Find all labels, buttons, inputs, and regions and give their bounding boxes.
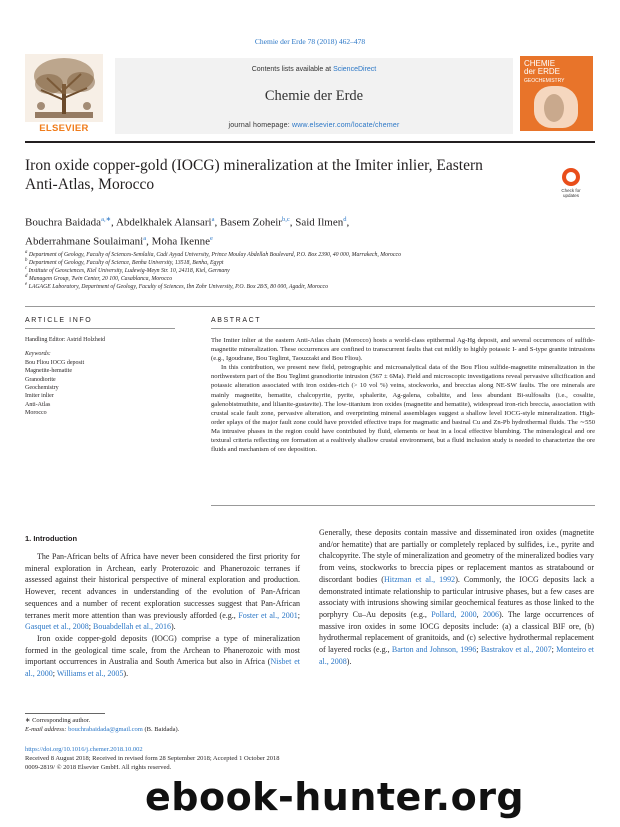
citation-link[interactable]: Bouabdellah et al., 2016 bbox=[93, 622, 171, 632]
abstract-paragraph: In this contribution, we present new field, petrographic and microanalytical data of the Bou Fliou sulfide-magnetite mineralization in the northwestern part of the Bou Teglimt granodiorite intrusion (567 ± 6Ma). Field and microscopic investigations reveal pervasive silicification and potassic alteration associated with iron oxides-rich (> 10 vol %) veins, stockworks, and breccias along NE-SW faults. The ore minerals are mainly magnetite, hematite, chalcopyrite, pyrite, sphalerite, Ag-galena, cobaltite, and less abundant Bi-sulfosalts (i.e., cosalite, galenobistmuthite, and lilianite-gustavite). The low-titanium iron oxides (magnetite and hematite), widespread iron-rich breccia, association with crustal scale fault zone, pervasive alteration, and overprinting mineral assemblages suggest a shallow level IOCG-style mineralization. High-order splays of the major fault zone could have provided effective traps for magmatic and basinal Cu and Zn-Pb hydrothermal fluids. The ∼550 Ma intrusive phases in the region could have contributed by fluid, elements or heat in a local effective blumbing. The mineralogical and ore textural criteria reflecting ore formation at a realtively shallow crustal environment, but a fluid inclusion study is needed to characterize the ore fluids and mechanism of ore deposition. bbox=[211, 364, 595, 454]
body-text: ). The large occurrences of massive iron oxides in some IOCG deposits include: (a) a classical BIF ore, (b) hydrothermal replacement of granitoids, and (c) selective hydrothermal replacement of layered rocks (e.g., bbox=[319, 609, 595, 655]
journal-name: Chemie der Erde bbox=[264, 88, 364, 104]
body-text: ; bbox=[88, 622, 93, 632]
elsevier-tree-logo bbox=[25, 54, 103, 134]
citation-link[interactable]: Pollard, 2000 bbox=[431, 609, 477, 619]
article-info-heading: ARTICLE INFO bbox=[25, 317, 93, 324]
abstract-paragraph: The Imiter inlier at the eastern Anti-Atlas chain (Morocco) hosts a world-class epithermal Ag-Hg deposit, and several occurrences of sulfide-magnetite mineralization. These occurrences are confined to transcurrent faults that cut mildly to highly potassic I- and S-type granite intrusions (e.g., Igoudrane, Bou Teglimt, Taouzzakt and Bou Fliou). bbox=[211, 337, 595, 363]
affiliation-sup: d bbox=[25, 274, 28, 279]
footnote-rule bbox=[25, 713, 105, 714]
citation-link[interactable]: Foster et al., 2001 bbox=[238, 610, 298, 620]
handling-editor: Handling Editor: Astrid Holzheid bbox=[25, 337, 106, 343]
author-name: Bouchra Baidada bbox=[25, 216, 102, 229]
corresponding-author-note: ∗ Corresponding author. bbox=[25, 717, 91, 724]
affiliation-text: Department of Geology, Faculty of Science, Benha University, 13518, Benha, Egypt bbox=[28, 259, 224, 266]
body-text: The Pan-African belts of Africa have never been considered the first priority for mineral exploration in Archean, early Proterozoic and Phanerozoic terranes if assessed against their historical perspective of mineral exploration and production. However, recent advances in understanding of the evolution of Pan-African sequences and a number of recent exploration successes suggest that Pan-African terranes merit more attention than was previously afforded (e.g., bbox=[25, 552, 300, 620]
article-info-rule bbox=[25, 328, 175, 329]
article-info-panel bbox=[25, 336, 185, 418]
citation-link[interactable]: Barton and Johnson, 1996 bbox=[391, 645, 477, 655]
cover-title-1: CHEMIE bbox=[524, 59, 556, 68]
affiliation-sup: c bbox=[25, 266, 28, 271]
author-affiliation-sup[interactable]: e bbox=[209, 234, 213, 242]
article-title: Iron oxide copper-gold (IOCG) mineralization at the Imiter inlier, Eastern Anti-Atlas, Morocco bbox=[25, 157, 483, 193]
author-separator: , bbox=[289, 216, 296, 229]
received-dates: Received 8 August 2018; Received in revised form 28 September 2018; Accepted 1 October 2018 bbox=[25, 755, 280, 762]
left-column bbox=[25, 551, 300, 680]
header-rule bbox=[25, 141, 595, 143]
author-list bbox=[25, 212, 585, 249]
body-paragraph bbox=[25, 633, 300, 680]
body-text: Generally, these deposits contain massive and disseminated iron oxides (magnetite and/or hematite) that are partially or completely replaced by sulfides, i.e., pyrite and chalcopyrite. The style of mineralization and geometry of the mineralized bodies vary from veins, stockworks to breccia pipes or replacement mantos as stratabound or discordant bodies ( bbox=[319, 528, 594, 584]
affiliation-sup: b bbox=[25, 258, 28, 263]
email-suffix: (B. Baidada). bbox=[142, 726, 180, 733]
contents-prefix: Contents lists available at bbox=[251, 66, 334, 73]
body-text: ). bbox=[123, 669, 129, 679]
affiliation-text: Institute of Geosciences, Kiel University, Ludewig-Meyn Str. 10, 24118, Kiel, Germany bbox=[28, 267, 230, 274]
author-affiliation-sup[interactable]: a bbox=[211, 216, 215, 223]
journal-cover-image bbox=[520, 56, 593, 131]
body-text: ; bbox=[52, 669, 57, 679]
citation-link[interactable]: Williams et al., 2005 bbox=[56, 669, 124, 679]
copyright-line: 0009-2819/ © 2018 Elsevier GmbH. All rights reserved. bbox=[25, 764, 172, 771]
keyword: Geochemistry bbox=[25, 385, 59, 392]
footnote bbox=[25, 716, 325, 734]
body-text: ; bbox=[297, 610, 301, 620]
contents-line bbox=[115, 66, 513, 73]
author-affiliation-sup[interactable]: a bbox=[143, 234, 147, 242]
citation-link[interactable]: 2006 bbox=[483, 609, 500, 619]
body-text: , bbox=[476, 609, 484, 619]
keyword: Magnetite-hematite bbox=[25, 368, 72, 375]
email-line bbox=[25, 725, 325, 734]
author-name: Moha Ikenne bbox=[151, 235, 210, 248]
body-text: ). bbox=[170, 622, 176, 632]
section-heading-introduction: 1. Introduction bbox=[25, 534, 78, 543]
email-link[interactable]: bouchrabaidada@gmail.com bbox=[68, 726, 143, 733]
author-affiliation-sup[interactable]: d bbox=[343, 216, 347, 223]
author-name: Said Ilmen bbox=[295, 216, 344, 229]
citation-link[interactable]: Nisbet et al., 2000 bbox=[25, 657, 300, 679]
check-for-updates-badge[interactable] bbox=[556, 168, 586, 202]
author-separator: , bbox=[146, 235, 152, 248]
author-separator: , bbox=[111, 216, 116, 229]
sciencedirect-link[interactable]: ScienceDirect bbox=[333, 66, 377, 73]
body-paragraph bbox=[319, 527, 594, 667]
affiliation-sup: e bbox=[25, 282, 28, 287]
affiliation-text: Department of Geology, Faculty of Sciences-Semlalia, Cadi Ayyad University, Prince Moulay Abdellah Boulevard, P.O. Box 2390, 40 000, Marrakech, Morocco bbox=[28, 251, 401, 258]
body-text: ; bbox=[551, 645, 557, 655]
publication-info bbox=[25, 745, 325, 772]
right-column bbox=[319, 527, 594, 667]
keyword: Bou Fliou IOCG deposit bbox=[25, 359, 85, 366]
doi-link[interactable]: https://doi.org/10.1016/j.chemer.2018.10.002 bbox=[25, 746, 143, 753]
publisher-wordmark: ELSEVIER bbox=[39, 123, 89, 134]
crossmark-line2: updates bbox=[562, 193, 579, 198]
author-separator: , bbox=[214, 216, 220, 229]
homepage-prefix: journal homepage: bbox=[228, 122, 292, 129]
body-text: ). Commonly, the IOCG deposits lack a demonstrated intimate relationship to particular intrusive phases, but a few cases are associaty with intrusions showing similar geochemical features as those linked to the porphyry Cu–Au deposits (e.g., bbox=[319, 574, 595, 619]
citation-link[interactable]: Hitzman et al., 1992 bbox=[383, 574, 456, 584]
author-name: Abdelkhalek Alansari bbox=[115, 216, 212, 229]
citation-link[interactable]: Monteiro et al., 2008 bbox=[319, 645, 595, 666]
journal-reference[interactable]: Chemie der Erde 78 (2018) 462–478 bbox=[254, 37, 366, 46]
abstract-end-rule bbox=[211, 505, 595, 506]
homepage-link[interactable]: www.elsevier.com/locate/chemer bbox=[291, 122, 400, 129]
body-text: ; bbox=[476, 645, 481, 655]
body-paragraph bbox=[25, 551, 300, 633]
author-name: Abderrahmane Soulaimani bbox=[25, 235, 144, 248]
body-text: ). bbox=[346, 656, 352, 666]
citation-link[interactable]: Bastrakov et al., 2007 bbox=[480, 645, 552, 655]
author-separator: , bbox=[346, 216, 350, 229]
abstract-body bbox=[211, 336, 595, 454]
cover-title-2: der ERDE bbox=[524, 67, 561, 76]
abstract-rule bbox=[211, 328, 595, 329]
affiliation-sup: a bbox=[25, 250, 28, 255]
affiliation-e bbox=[25, 281, 595, 291]
author-affiliation-sup[interactable]: b,c bbox=[281, 216, 290, 223]
keyword: Morocco bbox=[25, 410, 47, 417]
keyword: Granodiorite bbox=[25, 376, 56, 383]
affiliation-text: Managem Group, Twin Center, 20 100, Casablanca, Morocco bbox=[28, 275, 173, 282]
keywords-label: Keywords: bbox=[25, 351, 51, 358]
cover-subtitle: GEOCHEMISTRY bbox=[524, 78, 565, 84]
crossmark-line1: Check for bbox=[561, 188, 581, 193]
affiliation-text: LAGAGE Laboratory, Department of Geology, Faculty of Sciences, Ibn Zohr University, P.O. Box 28/S, 80 000, Agadir, Morocco bbox=[28, 283, 328, 290]
keyword: Anti-Atlas bbox=[25, 401, 51, 408]
watermark-text: ebook-hunter.org bbox=[145, 775, 525, 819]
email-label: E-mail address: bbox=[25, 726, 69, 733]
keyword: Imiter inlier bbox=[25, 393, 54, 400]
journal-homepage bbox=[115, 122, 513, 129]
citation-link[interactable]: Gasquet et al., 2008 bbox=[25, 622, 89, 632]
author-affiliation-sup[interactable]: a,∗ bbox=[101, 216, 112, 223]
author-name: Basem Zoheir bbox=[219, 216, 282, 229]
abstract-heading: ABSTRACT bbox=[211, 317, 262, 324]
body-text: Iron oxide copper-gold deposits (IOCG) comprise a type of mineralization formed in the geological time scale, from the Archean to Phanerozoic with most important occurrences in Australia and South America but also in Africa ( bbox=[25, 633, 300, 667]
section-rule bbox=[25, 306, 595, 307]
